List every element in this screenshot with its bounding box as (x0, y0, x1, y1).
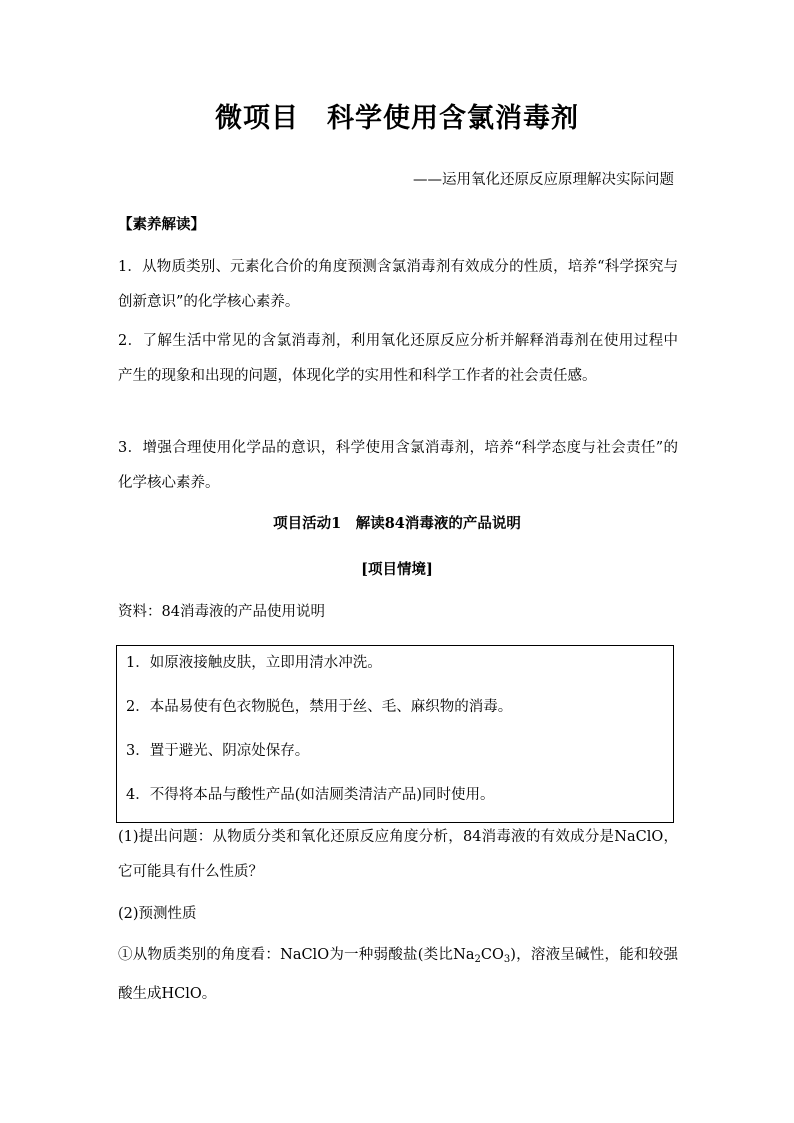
section-heading: 【素养解读】 (118, 216, 205, 233)
instruction-item-2: 2．本品易使有色衣物脱色，禁用于丝、毛、麻织物的消毒。 (126, 699, 513, 715)
literacy-item-2: 2．了解生活中常见的含氯消毒剂，利用氧化还原反应分析并解释消毒剂在使用过程中产生的现象和出现的问题，体现化学的实用性和科学工作者的社会责任感。 (118, 333, 678, 384)
prediction-paragraph (118, 938, 678, 1012)
prediction-text-before: ①从物质类别的角度看：NaClO为一种弱酸盐(类比Na (118, 947, 475, 963)
instruction-item-3: 3．置于避光、阴凉处保存。 (126, 743, 310, 759)
instruction-item-1: 1．如原液接触皮肤，立即用清水冲洗。 (126, 655, 382, 671)
question-1: (1)提出问题：从物质分类和氧化还原反应角度分析，84消毒液的有效成分是NaClO，它可能具有什么性质？ (118, 829, 678, 880)
prediction-sub-1: 2 (474, 954, 481, 965)
situation-label: [项目情境] (361, 561, 433, 578)
page-subtitle: ——运用氧化还原反应原理解决实际问题 (413, 172, 674, 188)
prediction-text-mid: CO (480, 947, 504, 963)
instructions-box (116, 645, 674, 823)
instruction-item-4: 4．不得将本品与酸性产品(如洁厕类清洁产品)同时使用。 (126, 787, 495, 803)
activity-title: 项目活动1 解读84消毒液的产品说明 (273, 515, 521, 532)
literacy-item-3: 3．增强合理使用化学品的意识，科学使用含氯消毒剂，培养“科学态度与社会责任”的化学核心素养。 (118, 440, 678, 491)
literacy-item-1: 1．从物质类别、元素化合价的角度预测含氯消毒剂有效成分的性质，培养“科学探究与创新意识”的化学核心素养。 (118, 259, 678, 310)
page-title: 微项目 科学使用含氯消毒剂 (215, 103, 579, 134)
question-2: (2)预测性质 (118, 906, 197, 922)
prediction-sub-2: 3 (503, 954, 511, 965)
material-label: 资料：84消毒液的产品使用说明 (118, 604, 325, 620)
prediction-text-after: )，溶液呈碱性，能和较强酸生成HClO。 (118, 947, 678, 1002)
